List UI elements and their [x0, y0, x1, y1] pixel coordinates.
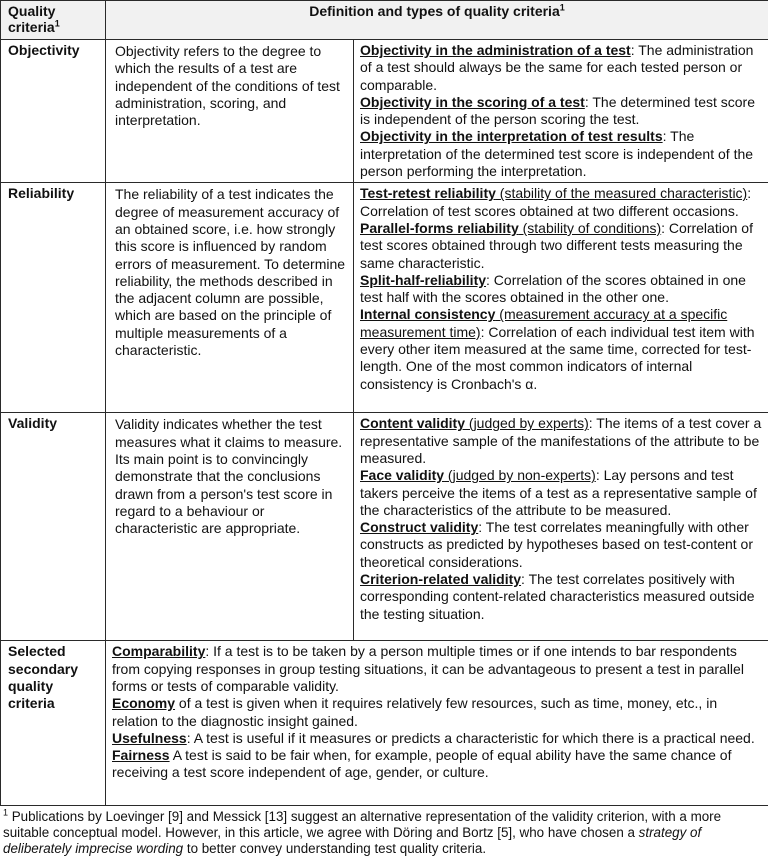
type-term: Test-retest reliability [360, 185, 496, 201]
header-quality-criteria-label: Quality criteria [8, 3, 55, 35]
criterion-label: Objectivity [1, 40, 106, 183]
footnote-marker: 1 [3, 808, 8, 818]
type-entry [360, 519, 765, 571]
type-entry [360, 185, 765, 220]
type-qualifier: (stability of the measured characteristic) [496, 185, 747, 201]
criterion-types [354, 183, 768, 413]
type-term-underline [360, 467, 596, 483]
criterion-types [354, 40, 768, 183]
type-description: : Correlation of each individual test item with every other item measured at the same time, corrected for test-length. One of the most common indicators of internal consistency is Cronbach's α. [360, 324, 755, 392]
type-term-underline [360, 42, 631, 58]
type-term-underline [360, 571, 521, 587]
table-body [1, 40, 768, 806]
footnote-marker: 1 [560, 2, 565, 12]
type-qualifier: (stability of conditions) [519, 220, 661, 236]
type-description: : The test correlates positively with corresponding content-related characteristics measured outside the testing situation. [360, 571, 755, 622]
header-definition-label: Definition and types of quality criteria [309, 3, 559, 19]
criterion-definition: Validity indicates whether the test measures what it claims to measure. Its main point is to convincingly demonstrate that the conclusions drawn from a person's test score in regard to a behaviour or characteristic are appropriate. [106, 413, 354, 641]
type-term: Construct validity [360, 519, 478, 535]
type-description: A test is said to be fair when, for example, people of equal ability have the same chance of receiving a test score independent of age, gender, or culture. [112, 747, 732, 780]
type-description: : The test correlates meaningfully with other constructs as predicted by hypotheses based on test-content or theoretical considerations. [360, 519, 753, 570]
criterion-types [106, 641, 768, 806]
type-qualifier: (measurement accuracy at a specific measurement time) [360, 306, 727, 339]
type-term-underline [360, 94, 585, 110]
criteria-row [1, 40, 768, 183]
type-term: Objectivity in the administration of a test [360, 42, 631, 58]
type-description: : The administration of a test should always be the same for each tested person or comparable. [360, 42, 753, 93]
type-entry [360, 128, 765, 180]
header-definition [106, 1, 768, 40]
type-description: of a test is given when it requires relatively few resources, such as time, money, etc., in relation to the diagnostic insight gained. [112, 695, 717, 728]
footnote-marker: 1 [55, 18, 60, 28]
type-description: : If a test is to be taken by a person multiple times or if one intends to bar respondents from copying responses in group testing situations, it can be advantageous to present a test in parallel forms or tests of comparable validity. [112, 643, 744, 694]
footnote-text-after: to better convey understanding test quality criteria. [183, 841, 486, 856]
criterion-label: Reliability [1, 183, 106, 413]
type-entry [360, 42, 765, 94]
type-entry [360, 571, 765, 623]
type-description: : The interpretation of the determined test score is independent of the person performing the interpretation. [360, 128, 753, 179]
secondary-criteria-row [1, 641, 768, 806]
criterion-label: Validity [1, 413, 106, 641]
type-description: : Correlation of the scores obtained in one test half with the scores obtained in the other one. [360, 272, 746, 305]
type-description: : Correlation of test scores obtained through two different tests measuring the same characteristic. [360, 220, 753, 271]
type-term-underline [360, 128, 663, 144]
type-description: : Correlation of test scores obtained at two different occasions. [360, 185, 751, 218]
type-term-underline [360, 415, 589, 431]
type-term-underline [360, 185, 747, 201]
type-entry [112, 643, 765, 695]
type-term-underline [360, 519, 478, 535]
type-term: Fairness [112, 747, 170, 763]
type-qualifier: (judged by experts) [465, 415, 589, 431]
type-term: Parallel-forms reliability [360, 220, 519, 236]
type-term: Objectivity in the interpretation of test results [360, 128, 663, 144]
type-term: Economy [112, 695, 175, 711]
criterion-types [354, 413, 768, 641]
criteria-row [1, 183, 768, 413]
type-term-underline [360, 272, 486, 288]
type-term: Usefulness [112, 730, 187, 746]
type-description: : Lay persons and test takers perceive the items of a test as a representative sample of the characteristics of the attribute to be measured. [360, 467, 757, 518]
criteria-row [1, 413, 768, 641]
criterion-label: Selected secondary quality criteria [1, 641, 106, 806]
type-entry [360, 272, 765, 307]
type-term-underline [112, 695, 175, 711]
footnote [0, 806, 768, 856]
type-term: Criterion-related validity [360, 571, 521, 587]
type-entry [360, 94, 765, 129]
type-qualifier: (judged by non-experts) [444, 467, 596, 483]
type-entry [112, 695, 765, 730]
criterion-definition: The reliability of a test indicates the degree of measurement accuracy of an obtained score, i.e. how strongly this score is influenced by random errors of measurement. To determine reliability, the methods described in the adjacent column are possible, which are based on the principle of multiple measurements of a characteristic. [106, 183, 354, 413]
type-term-underline [360, 220, 661, 236]
type-entry [360, 220, 765, 272]
footnote-italic-text: strategy of deliberately imprecise wording [3, 825, 701, 856]
type-term-underline [112, 747, 170, 763]
type-term: Split-half-reliability [360, 272, 486, 288]
type-entry [360, 306, 765, 392]
type-entry [112, 730, 765, 747]
type-entry [360, 415, 765, 467]
header-quality-criteria [1, 1, 106, 40]
type-description: : The determined test score is independent of the person scoring the test. [360, 94, 755, 127]
criterion-definition: Objectivity refers to the degree to which the results of a test are independent of the conditions of test administration, scoring, and interpretation. [106, 40, 354, 183]
type-term: Comparability [112, 643, 205, 659]
type-term-underline [112, 643, 205, 659]
type-entry [112, 747, 765, 782]
footnote-text-before: Publications by Loevinger [9] and Messick [13] suggest an alternative representation of the validity criterion, with a more suitable conceptual model. However, in this article, we agree with Döring and Bortz [5], who have chosen a [3, 809, 721, 840]
type-term: Internal consistency [360, 306, 495, 322]
header-row [1, 1, 768, 40]
type-term-underline [112, 730, 187, 746]
type-description: : The items of a test cover a representative sample of the manifestations of the attribute to be measured. [360, 415, 761, 466]
type-entry [360, 467, 765, 519]
type-term: Face validity [360, 467, 444, 483]
type-term: Content validity [360, 415, 465, 431]
type-term: Objectivity in the scoring of a test [360, 94, 585, 110]
type-description: : A test is useful if it measures or predicts a characteristic for which there is a practical need. [187, 730, 755, 746]
